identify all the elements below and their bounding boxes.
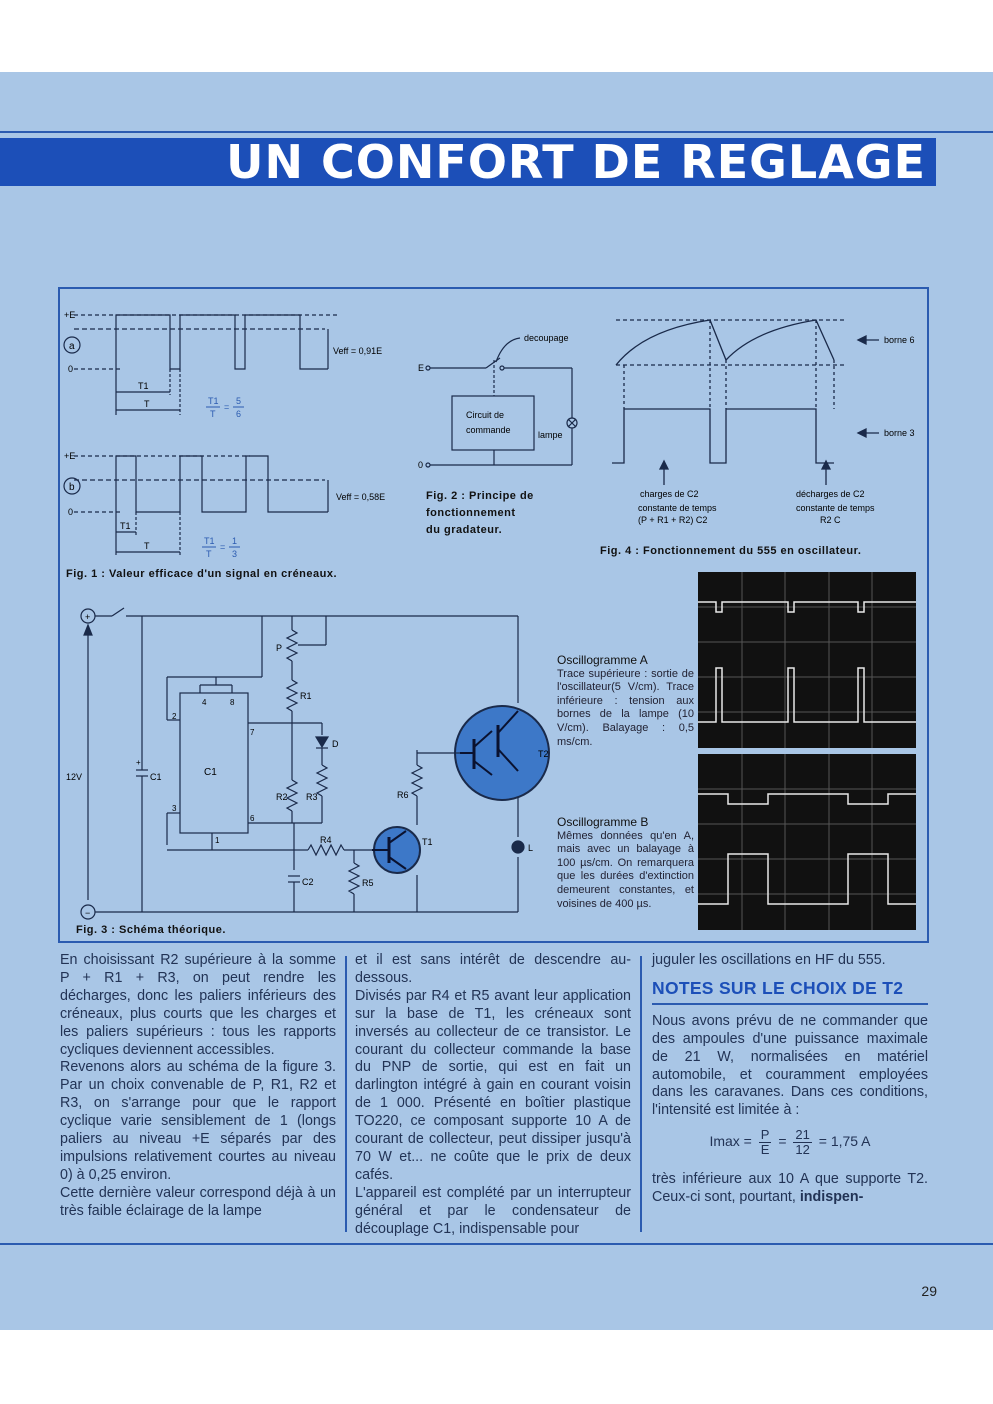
fig1-caption: Fig. 1 : Valeur efficace d'un signal en créneaux. xyxy=(66,568,338,580)
fig1-t1-a: T1 xyxy=(138,381,149,391)
oscillogram-b-screen xyxy=(698,754,916,930)
fig3-r4: R4 xyxy=(320,835,332,845)
fig4-charges-const1: constante de temps xyxy=(638,503,717,513)
fig3-t2: T2 xyxy=(538,749,549,759)
fig2-E: E xyxy=(418,363,425,373)
col2-paragraph-3: L'appareil est complété par un interrupteur général et par le condensateur de découplage C1, indispensable pour xyxy=(355,1184,631,1237)
oscillogram-a-screen xyxy=(698,572,916,748)
fig4-charges-const2: (P + R1 + R2) C2 xyxy=(638,515,708,525)
fig2-lampe: lampe xyxy=(538,430,563,440)
column-separator-1 xyxy=(345,956,347,1232)
oscillogram-a-legend xyxy=(557,654,694,749)
text-column-1 xyxy=(60,952,336,1221)
fig4-decharges-const2: R2 C xyxy=(820,515,841,525)
col3-paragraph-2: Nous avons prévu de ne commander que des ampoules d'une puissance maximale de 21 W, normalisées en matériel automobile, et couramment employées dans les caravanes. Dans ces conditions, l'intensité est limitée à : xyxy=(652,1012,928,1119)
fig3-pin2: 2 xyxy=(172,712,177,721)
title-banner xyxy=(0,135,936,189)
fig2-caption-1: Fig. 2 : Principe de xyxy=(426,490,534,502)
col1-paragraph-3: Cette dernière valeur correspond déjà à un très faible éclairage de la lampe xyxy=(60,1184,336,1219)
fig2-diagram xyxy=(412,330,590,475)
fig3-pin6: 6 xyxy=(250,814,255,823)
fig1-plusE-b: +E xyxy=(64,451,76,461)
fig1-ratio-b-val-num: 1 xyxy=(232,536,238,546)
fig3-pin7: 7 xyxy=(250,728,255,737)
oscillogram-b-title: Oscillogramme B xyxy=(557,815,649,829)
fig4-borne6: borne 6 xyxy=(884,335,915,345)
fig1-t-b: T xyxy=(144,541,150,551)
column-separator-2 xyxy=(640,956,642,1232)
fig4-decharges-const1: constante de temps xyxy=(796,503,875,513)
formula-e: E xyxy=(760,1142,770,1158)
formula-p: P xyxy=(760,1127,770,1143)
fig3-schematic xyxy=(62,595,552,925)
fig3-t1: T1 xyxy=(422,837,433,847)
fig4-charges: charges de C2 xyxy=(640,489,699,499)
fig3-minus-terminal: − xyxy=(85,908,91,918)
svg-text:=: = xyxy=(224,402,230,412)
formula-12: 12 xyxy=(795,1142,810,1158)
fig2-zero: 0 xyxy=(418,460,424,470)
fig3-c1-plus: + xyxy=(136,758,141,767)
fig2-decoupage: decoupage xyxy=(524,333,569,343)
fig4-caption: Fig. 4 : Fonctionnement du 555 en oscillateur. xyxy=(600,545,862,557)
fig1-ratio-a-num: T1 xyxy=(208,396,219,406)
bottom-rule xyxy=(0,1243,993,1245)
fig3-c1: C1 xyxy=(150,772,162,782)
fig1-t1-b: T1 xyxy=(120,521,131,531)
fig3-pin8: 8 xyxy=(230,698,235,707)
fig4-decharges: décharges de C2 xyxy=(796,489,865,499)
fig1-plusE-a: +E xyxy=(64,310,76,320)
fig3-d: D xyxy=(332,739,339,749)
formula-lhs: Imax = xyxy=(709,1133,752,1150)
formula-eq: = xyxy=(778,1133,787,1150)
page-number: 29 xyxy=(921,1283,937,1299)
oscillogram-a-title: Oscillogramme A xyxy=(557,653,648,667)
formula-rhs: = 1,75 A xyxy=(818,1133,871,1150)
fig3-plus-terminal: + xyxy=(85,612,91,622)
fig2-circuit-1: Circuit de xyxy=(466,410,505,420)
fig1-ratio-a-val-num: 5 xyxy=(236,396,242,406)
fig1-ratio-b-val-den: 3 xyxy=(232,549,238,559)
fig1-zero-b: 0 xyxy=(68,507,74,517)
fig1-veff-b: Veff = 0,58E xyxy=(336,492,386,502)
fig3-pin4: 4 xyxy=(202,698,207,707)
fig2-caption-3: du gradateur. xyxy=(426,524,503,536)
col2-paragraph-1: et il est sans intérêt de descendre au-dessous. xyxy=(355,952,631,986)
col3-paragraph-3: très inférieure aux 10 A que supporte T2. Ceux-ci sont, pourtant, xyxy=(652,1171,928,1206)
col1-paragraph-1: En choisissant R2 supérieure à la somme P + R1 + R3, on peut rendre les décharges, donc les paliers inférieurs des créneaux, plus courts que les charges et les paliers supérieurs : tous les rapports cycliques deviennent accessibles. xyxy=(60,952,336,1058)
fig1-label-b: b xyxy=(69,482,75,493)
notes-heading-block xyxy=(652,977,928,1005)
oscillogram-a-text: Trace supérieure : sortie de l'oscillateur(5 V/cm). Trace inférieure : tension aux bornes de la lampe (10 V/cm). Balayage : 0,5 ms/cm. xyxy=(557,667,694,748)
fig1-t-a: T xyxy=(144,399,150,409)
top-rule xyxy=(0,131,993,133)
fig1-label-a: a xyxy=(69,341,75,352)
fig3-c2: C2 xyxy=(302,877,314,887)
fig4-diagram xyxy=(604,305,924,535)
oscillogram-b-text: Mêmes données qu'en A, mais avec un balayage à 100 µs/cm. On remarquera que les durées d'extinction demeurent constantes, et voisines de 400 µs. xyxy=(557,829,694,910)
fig2-caption-2: fonctionnement xyxy=(426,507,516,519)
col1-paragraph-2: Revenons alors au schéma de la figure 3. Par un choix convenable de P, R1, R2 et R3, on s'arrange pour que le rapport cyclique varie sensiblement de 1 (longs paliers au niveau +E séparés par des impulsions relativement courtes au niveau 0) à 0,25 environ. xyxy=(60,1059,336,1183)
col2-paragraph-2: Divisés par R4 et R5 avant leur application sur la base de T1, les créneaux sont inversés au collecteur de ce transistor. Le courant du collecteur commande la base du PNP de sortie, qui est en fait un darlington intégré à gain en courant voisin de 1 000. Présenté en boîtier plastique TO220, ce composant supporte 10 A de courant de collecteur, peut dissiper jusqu'à 70 W et... ne coûte que le prix de deux cafés. xyxy=(355,987,631,1183)
text-column-3 xyxy=(652,952,928,1207)
fig1-ratio-a-den: T xyxy=(210,409,216,419)
fig3-r2: R2 xyxy=(276,792,288,802)
fig3-p: P xyxy=(276,643,283,653)
fig3-r3: R3 xyxy=(306,792,318,802)
fig1-zero-a: 0 xyxy=(68,364,74,374)
oscillogram-b-legend xyxy=(557,816,694,911)
fig2-circuit-2: commande xyxy=(466,425,511,435)
fig1-waveforms xyxy=(60,300,405,570)
fig3-r6: R6 xyxy=(397,790,409,800)
svg-text:=: = xyxy=(220,542,226,552)
text-column-2 xyxy=(355,952,631,1239)
page-title: UN CONFORT DE REGLAGE xyxy=(226,135,926,189)
fig3-pin1: 1 xyxy=(215,836,220,845)
fig1-ratio-b-den: T xyxy=(206,549,212,559)
formula-imax xyxy=(652,1128,928,1157)
col3-paragraph-1: juguler les oscillations en HF du 555. xyxy=(652,952,886,968)
fig3-caption: Fig. 3 : Schéma théorique. xyxy=(76,924,226,936)
fig3-pin3: 3 xyxy=(172,804,177,813)
notes-heading: NOTES SUR LE CHOIX DE T2 xyxy=(652,977,904,998)
fig2-caption xyxy=(426,488,534,539)
fig3-r5: R5 xyxy=(362,878,374,888)
fig3-12v: 12V xyxy=(66,772,83,782)
col3-bold-word: indispen- xyxy=(799,1189,864,1206)
fig1-ratio-b-num: T1 xyxy=(204,536,215,546)
fig3-l: L xyxy=(528,843,534,853)
fig4-borne3: borne 3 xyxy=(884,428,915,438)
fig1-ratio-a-val-den: 6 xyxy=(236,409,242,419)
formula-21: 21 xyxy=(795,1127,810,1143)
fig1-veff-a: Veff = 0,91E xyxy=(333,346,383,356)
fig3-r1: R1 xyxy=(300,691,312,701)
fig3-ic: C1 xyxy=(204,767,217,778)
